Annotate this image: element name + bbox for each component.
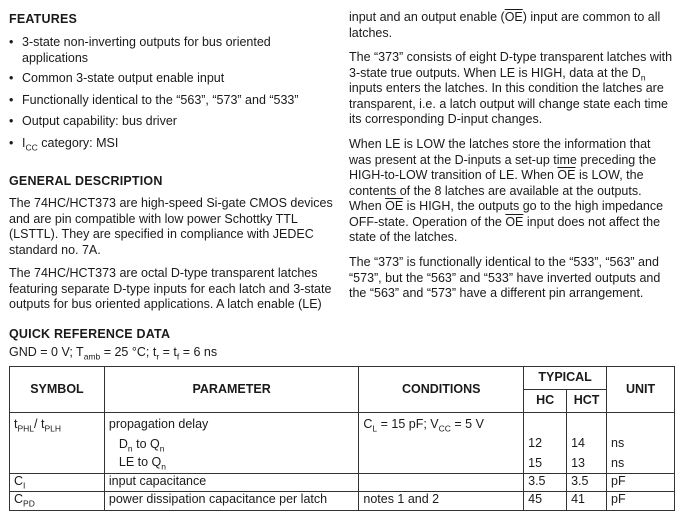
hc-cell: 3.5 [524,474,567,492]
symbol-cell: $t_{PHL}/$ $t_{PLH}$ [10,413,105,474]
feature-item: • Functionally identical to the “563”, “573” and “533” [9,92,299,107]
bullet-icon: • [9,71,14,85]
hct-cell: 3.5 [567,474,607,492]
hct-cell: 14 13 [567,413,607,474]
general-description-heading: GENERAL DESCRIPTION [9,174,163,188]
header-conditions: CONDITIONS [359,367,524,413]
table-row [10,413,675,474]
header-hct: HCT [567,390,607,413]
table-row [10,474,675,492]
conditions-cell: notes 1 and 2 [359,492,524,511]
description-latch-operation: The “373” consists of eight D-type transparent latches with 3-state true outputs. When LE is HIGH, data at the $D_n$ inputs enters the latches. In this condition the latches are transparent, i.e. a latch output will change state each time its corresponding D-input changes. [349,50,673,126]
description-store-operation: When LE is LOW the latches store the information that was present at the D-inputs a set-up time preceding the HIGH-to-LOW transition of LE. When $\overline{OE}$ is LOW, the contents of the 8 latches are available at the outputs. When $\overline{OE}$ is HIGH, the outputs go to the high impedance OFF-state. Operation of the $\overline{OE}$ input does not affect the state of the latches. [349,137,664,244]
symbol-cell: $C_I$ [10,474,105,492]
feature-item: • 3-state non-inverting outputs for bus oriented applications [9,35,271,65]
header-typical: TYPICAL [524,367,607,390]
parameter-cell: propagation delay $D_n$ to $Q_n$ LE to $Q_n$ [104,413,358,474]
bullet-icon: • [9,135,14,150]
unit-cell: ns ns [607,413,675,474]
unit-cell: pF [607,492,675,511]
bullet-icon: • [9,92,14,107]
parameter-cell: power dissipation capacitance per latch [104,492,358,511]
quick-reference-table [9,366,675,511]
features-heading: FEATURES [9,12,78,26]
feature-item: • Common 3-state output enable input [9,71,225,85]
bullet-icon: • [9,114,14,128]
conditions-cell [359,474,524,492]
feature-item: • Output capability: bus driver [9,114,177,128]
header-parameter: PARAMETER [104,367,358,413]
hc-cell: 12 15 [524,413,567,474]
header-hc: HC [524,390,567,413]
description-continued: input and an output enable $(\overline{OE})$ input are common to all latches. [349,10,661,40]
conditions-cell: $C_L = 15$ pF; $V_{CC} = 5$ V [359,413,524,474]
general-description-p1: The 74HC/HCT373 are high-speed Si-gate CMOS devices and are pin compatible with low power Schottky TTL (LSTTL). They are specified in compliance with JEDEC standard no. 7A. [9,196,333,257]
hct-cell: 41 [567,492,607,511]
description-equivalence: The “373” is functionally identical to the “533”, “563” and “573”, but the “563” and “533” have inverted outputs and the “563” and “573” have a different pin arrangement. [349,255,661,300]
quick-reference-conditions: GND = 0 V; $T_{amb} = 25$ °C; $t_r = t_f = 6$ ns [9,345,218,362]
features-list [9,35,339,157]
hc-cell: 45 [524,492,567,511]
feature-item-icc: • $I_{CC}$ category: MSI [9,135,119,152]
unit-cell: pF [607,474,675,492]
bullet-icon: • [9,35,14,49]
general-description-p2: The 74HC/HCT373 are octal D-type transparent latches featuring separate D-type inputs for each latch and 3-state outputs for bus oriented applications. A latch enable (LE) [9,266,332,311]
table-row [10,492,675,511]
parameter-cell: input capacitance [104,474,358,492]
header-unit: UNIT [607,367,675,413]
header-symbol: SYMBOL [10,367,105,413]
symbol-cell: $C_{PD}$ [10,492,105,511]
quick-reference-heading: QUICK REFERENCE DATA [9,327,171,341]
